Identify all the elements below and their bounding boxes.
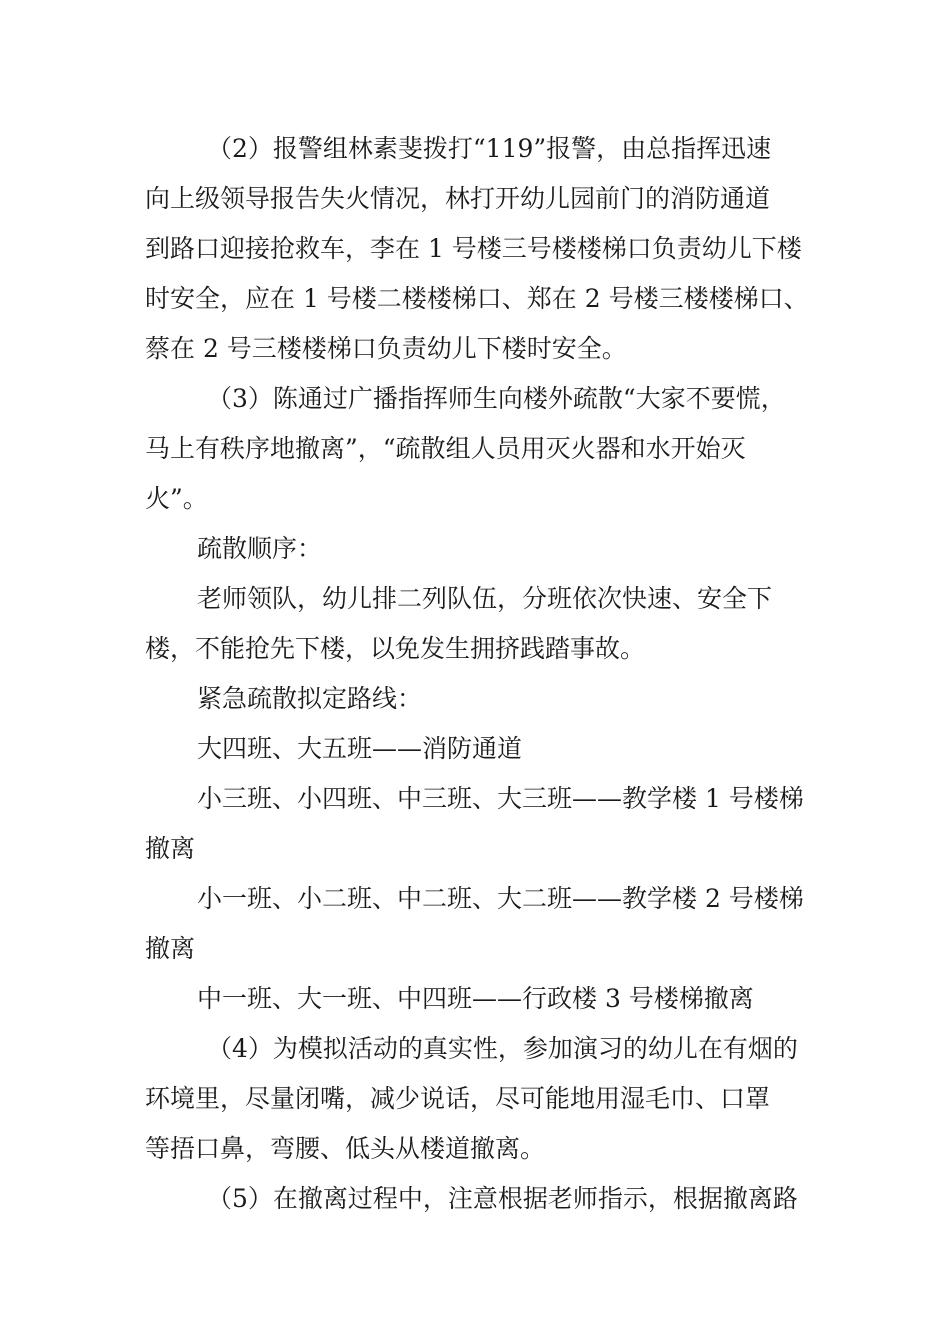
evacuation-order-heading: 疏散顺序： — [197, 534, 323, 563]
paragraph-3-line-2: 马上有秩序地撤离”，“疏散组人员用灭火器和水开始灭 — [145, 434, 746, 463]
route-line-1: 大四班、大五班——消防通道 — [197, 734, 523, 763]
paragraph-4-line-1: （4）为模拟活动的真实性，参加演习的幼儿在有烟的 — [207, 1034, 798, 1063]
paragraph-3-line-3: 火”。 — [145, 484, 208, 513]
paragraph-4-line-2: 环境里，尽量闭嘴，减少说话，尽可能地用湿毛巾、口罩 — [145, 1084, 771, 1113]
route-line-2-cont: 撤离 — [145, 834, 196, 863]
route-line-3-cont: 撤离 — [145, 934, 196, 963]
evacuation-route-heading: 紧急疏散拟定路线： — [197, 684, 423, 713]
route-line-2: 小三班、小四班、中三班、大三班——教学楼 1 号楼梯 — [197, 784, 804, 813]
route-line-4: 中一班、大一班、中四班——行政楼 3 号楼梯撤离 — [197, 984, 754, 1013]
route-line-3: 小一班、小二班、中二班、大二班——教学楼 2 号楼梯 — [197, 884, 804, 913]
paragraph-5-line-1: （5）在撤离过程中，注意根据老师指示，根据撤离路 — [207, 1184, 798, 1213]
evacuation-order-line-2: 楼，不能抢先下楼，以免发生拥挤践踏事故。 — [145, 634, 646, 663]
paragraph-3-line-1: （3）陈通过广播指挥师生向楼外疏散“大家不要慌， — [207, 384, 786, 413]
paragraph-2-line-2: 向上级领导报告失火情况，林打开幼儿园前门的消防通道 — [145, 184, 771, 213]
paragraph-2-line-5: 蔡在 2 号三楼楼梯口负责幼儿下楼时安全。 — [145, 334, 627, 363]
evacuation-order-line-1: 老师领队，幼儿排二列队伍，分班依次快速、安全下 — [197, 584, 773, 613]
paragraph-2-line-3: 到路口迎接抢救车，李在 1 号楼三号楼楼梯口负责幼儿下楼 — [145, 234, 802, 263]
paragraph-2-line-4: 时安全，应在 1 号楼二楼楼梯口、郑在 2 号楼三楼楼梯口、 — [145, 284, 809, 313]
paragraph-4-line-3: 等捂口鼻，弯腰、低头从楼道撤离。 — [145, 1134, 546, 1163]
paragraph-2-line-1: （2）报警组林素斐拨打“119”报警，由总指挥迅速 — [207, 134, 772, 163]
